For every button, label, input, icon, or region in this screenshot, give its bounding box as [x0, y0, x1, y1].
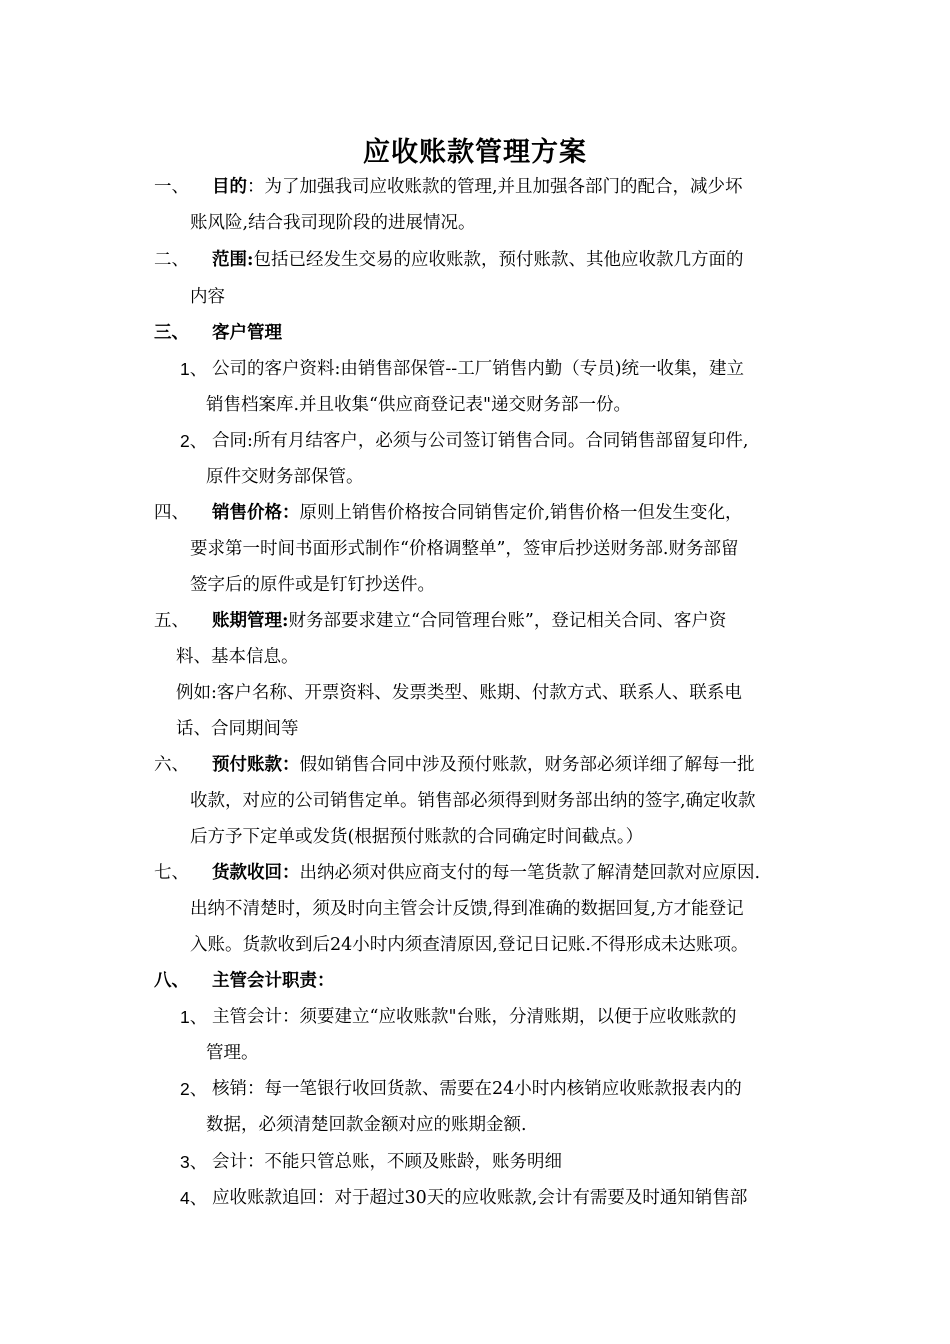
section-8-item-2-line-1: 核销：每一笔银行收回货款、需要在24小时内核销应收账款报表内的 [212, 1079, 742, 1099]
section-8-item-2-line-2: 数据，必须清楚回款金额对应的账期金额. [206, 1115, 527, 1135]
section-8-label: 主管会计职责： [212, 971, 335, 991]
section-5-line-1 [212, 609, 726, 633]
section-3-item-2-number: 2、 [180, 431, 208, 451]
section-5-text-1: 财务部要求建立“合同管理台账”，登记相关合同、客户资 [288, 611, 727, 631]
section-2-text-1: 包括已经发生交易的应收账款，预付账款、其他应收款几方面的 [253, 250, 744, 270]
section-3-number: 三、 [154, 323, 189, 343]
section-2-number: 二、 [154, 250, 189, 270]
section-5-line-4: 话、合同期间等 [176, 719, 299, 739]
section-1-text-1: 为了加强我司应收账款的管理,并且加强各部门的配合，减少坏 [264, 177, 743, 197]
section-8-item-2-number: 2、 [180, 1079, 208, 1099]
section-1-line-1 [212, 175, 743, 199]
section-4-text-1: 原则上销售价格按合同销售定价,销售价格一但发生变化， [299, 503, 743, 523]
section-5-number: 五、 [154, 611, 189, 631]
section-1-number: 一、 [154, 177, 189, 197]
section-7-line-3: 入账。货款收到后24小时内须查清原因,登记日记账.不得形成未达账项。 [190, 935, 749, 955]
section-8-item-1-number: 1、 [180, 1007, 208, 1027]
section-6-number: 六、 [154, 755, 189, 775]
section-4-number: 四、 [154, 503, 189, 523]
section-4-label: 销售价格： [212, 503, 300, 523]
section-7-label: 货款收回： [212, 863, 300, 883]
section-8-item-1-line-1: 主管会计：须要建立“应收账款"台账，分清账期，以便于应收账款的 [212, 1007, 737, 1027]
section-6-text-1: 假如销售合同中涉及预付账款，财务部必须详细了解每一批 [299, 755, 755, 775]
section-5-line-3: 例如:客户名称、开票资料、发票类型、账期、付款方式、联系人、联系电 [176, 683, 742, 703]
section-1-line-2: 账风险,结合我司现阶段的进展情况。 [190, 213, 476, 233]
section-7-number: 七、 [154, 863, 189, 883]
section-1-colon: ： [247, 177, 265, 197]
section-7-text-1: 出纳必须对供应商支付的每一笔货款了解清楚回款对应原因. [299, 863, 761, 883]
section-3-item-2-line-1: 合同:所有月结客户，必须与公司签订销售合同。合同销售部留复印件, [212, 431, 749, 451]
section-6-label: 预付账款： [212, 755, 300, 775]
section-3-item-2-line-2: 原件交财务部保管。 [206, 467, 364, 487]
section-5-line-2: 料、基本信息。 [176, 647, 299, 667]
section-8-item-4-number: 4、 [180, 1188, 208, 1208]
section-7-line-1 [212, 861, 760, 885]
section-2-label: 范围: [212, 250, 254, 270]
section-3-item-1-number: 1、 [180, 359, 208, 379]
section-4-line-1 [212, 501, 743, 525]
section-2-line-2: 内容 [190, 287, 225, 307]
section-3-label: 客户管理 [212, 323, 282, 343]
section-8-item-3-line-1: 会计：不能只管总账，不顾及账龄，账务明细 [212, 1152, 562, 1172]
section-8-item-4-line-1: 应收账款追回：对于超过30天的应收账款,会计有需要及时通知销售部 [212, 1188, 748, 1208]
section-8-item-3-number: 3、 [180, 1152, 208, 1172]
section-8-number: 八、 [154, 971, 189, 991]
section-6-line-3: 后方予下定单或发货(根据预付账款的合同确定时间截点。） [190, 827, 644, 847]
section-3-item-1-line-2: 销售档案库.并且收集“供应商登记表"递交财务部一份。 [206, 395, 632, 415]
section-7-line-2: 出纳不清楚时，须及时向主管会计反馈,得到准确的数据回复,方才能登记 [190, 899, 744, 919]
section-3-item-1-line-1: 公司的客户资料:由销售部保管--工厂销售内勤（专员)统一收集，建立 [212, 359, 745, 379]
section-6-line-1 [212, 753, 755, 777]
section-6-line-2: 收款，对应的公司销售定单。销售部必须得到财务部出纳的签字,确定收款 [190, 791, 756, 811]
document-title: 应收账款管理方案 [363, 137, 587, 168]
section-8-item-1-line-2: 管理。 [206, 1043, 259, 1063]
section-4-line-2: 要求第一时间书面形式制作“价格调整单”，签审后抄送财务部.财务部留 [190, 539, 739, 559]
section-2-line-1 [212, 248, 743, 272]
section-1-label: 目的 [212, 177, 247, 197]
section-4-line-3: 签字后的原件或是钉钉抄送件。 [190, 575, 435, 595]
section-5-label: 账期管理: [212, 611, 289, 631]
